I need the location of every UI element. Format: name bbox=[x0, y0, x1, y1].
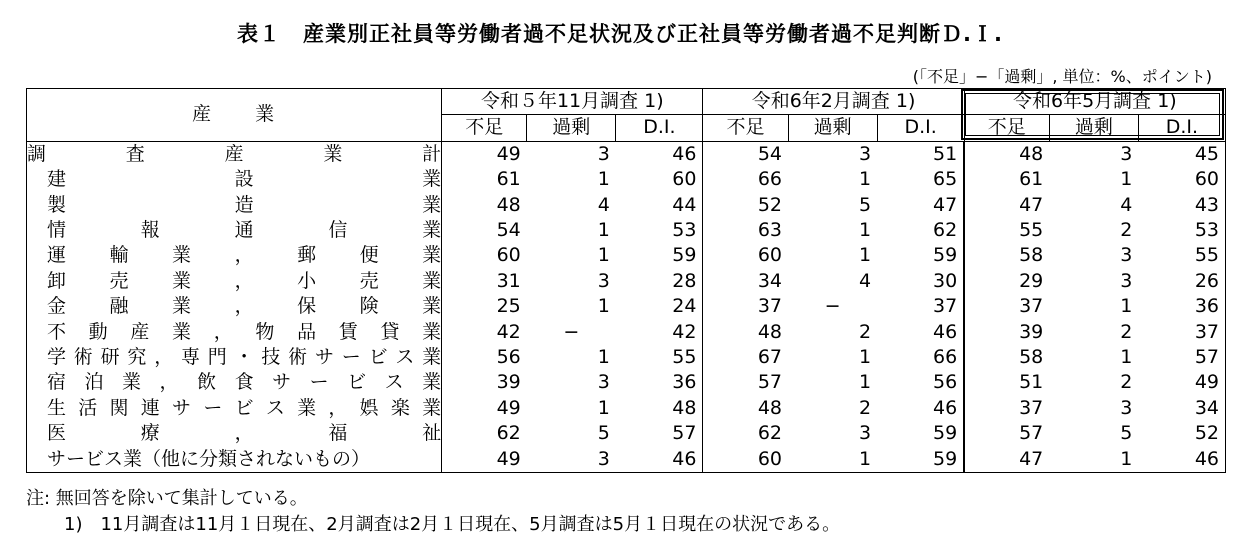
table-cell: 61 bbox=[964, 167, 1049, 192]
table-row bbox=[27, 421, 1226, 446]
table-cell: 5 bbox=[859, 193, 872, 216]
industry-label: 建設業 bbox=[27, 167, 442, 192]
table-cell: 1 bbox=[597, 168, 610, 191]
industry-label: 調査産業計 bbox=[27, 141, 442, 167]
table-cell: 62 bbox=[703, 421, 788, 446]
table-cell: 34 bbox=[703, 269, 788, 294]
table-cell: 46 bbox=[672, 142, 697, 165]
table-cell: 1 bbox=[859, 244, 872, 267]
table-cell: 1 bbox=[597, 346, 610, 369]
table-cell: 3 bbox=[1120, 269, 1133, 292]
table-cell: 46 bbox=[933, 320, 958, 343]
table-cell: 30 bbox=[933, 269, 958, 292]
table-cell: 59 bbox=[933, 422, 958, 445]
table-cell: 45 bbox=[1138, 141, 1225, 167]
table-cell: 61 bbox=[442, 167, 527, 192]
table-cell: 49 bbox=[1138, 370, 1225, 395]
table-cell: 48 bbox=[442, 193, 527, 218]
table-cell: 36 bbox=[1138, 294, 1225, 319]
col-di: D.I. bbox=[877, 115, 964, 141]
table-cell: 51 bbox=[964, 370, 1049, 395]
period-header-3: 令和6年5月調査 1) bbox=[964, 89, 1225, 115]
survey-table bbox=[26, 88, 1226, 473]
table-cell: 37 bbox=[1138, 320, 1225, 345]
col-shortage: 不足 bbox=[703, 115, 788, 141]
col-surplus: 過剰 bbox=[1049, 115, 1138, 141]
table-title: 表１ 産業別正社員等労働者過不足状況及び正社員等労働者過不足判断Ｄ.Ｉ. bbox=[237, 22, 1003, 46]
table-cell: 26 bbox=[1138, 269, 1225, 294]
table-cell: 2 bbox=[859, 320, 872, 343]
table-cell: 54 bbox=[442, 218, 527, 243]
table-cell: 57 bbox=[1138, 345, 1225, 370]
table-cell: 2 bbox=[1120, 219, 1133, 242]
table-cell: 59 bbox=[933, 244, 958, 267]
table-cell: 4 bbox=[597, 193, 610, 216]
table-cell: 46 bbox=[616, 447, 703, 473]
table-cell: 60 bbox=[442, 243, 527, 268]
table-cell: 44 bbox=[672, 193, 697, 216]
table-cell: 43 bbox=[1138, 193, 1225, 218]
industry-label: サービス業（他に分類されないもの） bbox=[27, 447, 442, 473]
table-cell: 57 bbox=[672, 422, 697, 445]
table-cell: 3 bbox=[1120, 142, 1133, 165]
table-cell: 65 bbox=[933, 168, 958, 191]
table-cell: 49 bbox=[442, 141, 527, 167]
col-surplus: 過剰 bbox=[788, 115, 877, 141]
col-shortage: 不足 bbox=[442, 115, 527, 141]
table-cell: 66 bbox=[933, 346, 958, 369]
table-cell: 3 bbox=[1120, 396, 1133, 419]
table-cell: 3 bbox=[597, 371, 610, 394]
table-cell: 3 bbox=[527, 447, 616, 473]
table-cell: 52 bbox=[1138, 421, 1225, 446]
table-cell: 2 bbox=[1120, 320, 1133, 343]
table-row bbox=[27, 167, 1226, 192]
table-cell: 56 bbox=[442, 345, 527, 370]
table-row bbox=[27, 269, 1226, 294]
table-cell: 49 bbox=[442, 447, 527, 473]
table-cell: 3 bbox=[859, 142, 872, 165]
table-row bbox=[27, 345, 1226, 370]
industry-label: 学術研究，専門・技術サービス業 bbox=[27, 345, 442, 370]
industry-header: 産 業 bbox=[27, 89, 442, 142]
table-cell: 37 bbox=[933, 295, 958, 318]
table-row bbox=[27, 141, 1226, 167]
table-cell: − bbox=[824, 295, 841, 318]
table-cell: 1 bbox=[1120, 346, 1133, 369]
table-cell: 55 bbox=[672, 346, 697, 369]
table-cell: 3 bbox=[1120, 244, 1133, 267]
table-cell: 47 bbox=[964, 193, 1049, 218]
industry-label: 卸売業，小売業 bbox=[27, 269, 442, 294]
table-cell: 1 bbox=[859, 168, 872, 191]
industry-label: 宿泊業，飲食サービス業 bbox=[27, 370, 442, 395]
table-cell: 28 bbox=[672, 269, 697, 292]
table-cell: 3 bbox=[597, 269, 610, 292]
table-cell: 58 bbox=[964, 243, 1049, 268]
table-cell: 60 bbox=[703, 447, 788, 473]
table-cell: 48 bbox=[964, 141, 1049, 167]
table-cell: 29 bbox=[964, 269, 1049, 294]
industry-label: 運輸業，郵便業 bbox=[27, 243, 442, 268]
table-cell: 52 bbox=[703, 193, 788, 218]
table-cell: 39 bbox=[442, 370, 527, 395]
table-cell: 49 bbox=[442, 396, 527, 421]
note-2: 1) 11月調査は11月１日現在、2月調査は2月１日現在、5月調査は5月１日現在の状況である。 bbox=[64, 514, 841, 535]
table-cell: 58 bbox=[964, 345, 1049, 370]
table-cell: 57 bbox=[703, 370, 788, 395]
table-cell: 63 bbox=[703, 218, 788, 243]
table-cell: 2 bbox=[859, 396, 872, 419]
table-cell: 42 bbox=[672, 320, 697, 343]
table-cell: 62 bbox=[442, 421, 527, 446]
note-1: 注: 無回答を除いて集計している。 bbox=[26, 488, 308, 509]
table-cell: 31 bbox=[442, 269, 527, 294]
table-row bbox=[27, 218, 1226, 243]
table-row bbox=[27, 243, 1226, 268]
col-di: D.I. bbox=[616, 115, 703, 141]
period-header-1: 令和５年11月調査 1) bbox=[442, 89, 703, 115]
table-cell: 36 bbox=[672, 371, 697, 394]
table-cell: 1 bbox=[859, 219, 872, 242]
table-row bbox=[27, 193, 1226, 218]
table-cell: 5 bbox=[597, 422, 610, 445]
table-row bbox=[27, 294, 1226, 319]
table-cell: 48 bbox=[703, 396, 788, 421]
table-cell: 59 bbox=[672, 244, 697, 267]
table-cell: 47 bbox=[933, 193, 958, 216]
table-cell: 1 bbox=[1120, 168, 1133, 191]
table-row bbox=[27, 320, 1226, 345]
table-cell: 62 bbox=[933, 219, 958, 242]
table-cell: 47 bbox=[964, 447, 1049, 473]
table-cell: 37 bbox=[964, 294, 1049, 319]
industry-label: 製造業 bbox=[27, 193, 442, 218]
table-row bbox=[27, 396, 1226, 421]
table-cell: 5 bbox=[1120, 422, 1133, 445]
table-cell: 53 bbox=[672, 219, 697, 242]
table-cell: 55 bbox=[1138, 243, 1225, 268]
table-cell: 1 bbox=[597, 244, 610, 267]
table-cell: 46 bbox=[933, 396, 958, 419]
table-cell: 55 bbox=[964, 218, 1049, 243]
table-cell: 46 bbox=[1138, 447, 1225, 473]
industry-label: 生活関連サービス業，娯楽業 bbox=[27, 396, 442, 421]
industry-label: 医療，福祉 bbox=[27, 421, 442, 446]
table-cell: 37 bbox=[964, 396, 1049, 421]
table-cell: 1 bbox=[859, 346, 872, 369]
col-surplus: 過剰 bbox=[527, 115, 616, 141]
industry-label: 不動産業，物品賃貸業 bbox=[27, 320, 442, 345]
table-cell: 59 bbox=[877, 447, 964, 473]
table-cell: − bbox=[563, 320, 580, 343]
period-header-2: 令和6年2月調査 1) bbox=[703, 89, 964, 115]
table-row bbox=[27, 370, 1226, 395]
table-cell: 2 bbox=[1120, 371, 1133, 394]
table-cell: 25 bbox=[442, 294, 527, 319]
table-cell: 1 bbox=[1120, 295, 1133, 318]
table-cell: 1 bbox=[597, 295, 610, 318]
table-cell: 42 bbox=[442, 320, 527, 345]
table-cell: 48 bbox=[672, 396, 697, 419]
unit-note: (「不足」−「過剰」, 単位：%、ポイント) bbox=[912, 67, 1212, 86]
col-di: D.I. bbox=[1138, 115, 1225, 141]
table-cell: 3 bbox=[597, 142, 610, 165]
table-cell: 1 bbox=[788, 447, 877, 473]
table-cell: 60 bbox=[672, 168, 697, 191]
table-cell: 67 bbox=[703, 345, 788, 370]
table-cell: 66 bbox=[703, 167, 788, 192]
table-cell: 1 bbox=[597, 219, 610, 242]
industry-label: 金融業，保険業 bbox=[27, 294, 442, 319]
table-cell: 1 bbox=[597, 396, 610, 419]
table-cell: 48 bbox=[703, 320, 788, 345]
industry-label: 情報通信業 bbox=[27, 218, 442, 243]
table-cell: 51 bbox=[933, 142, 958, 165]
table-cell: 4 bbox=[859, 269, 872, 292]
table-cell: 34 bbox=[1138, 396, 1225, 421]
table-cell: 37 bbox=[703, 294, 788, 319]
table-cell: 24 bbox=[672, 295, 697, 318]
table-cell: 1 bbox=[1049, 447, 1138, 473]
col-shortage: 不足 bbox=[964, 115, 1049, 141]
table-cell: 57 bbox=[964, 421, 1049, 446]
table-cell: 54 bbox=[703, 141, 788, 167]
table-cell: 39 bbox=[964, 320, 1049, 345]
table-cell: 3 bbox=[859, 422, 872, 445]
table-cell: 56 bbox=[933, 371, 958, 394]
table-cell: 53 bbox=[1138, 218, 1225, 243]
table-row bbox=[27, 447, 1226, 473]
table-cell: 60 bbox=[1138, 167, 1225, 192]
table-cell: 1 bbox=[859, 371, 872, 394]
table-cell: 60 bbox=[703, 243, 788, 268]
table-cell: 4 bbox=[1120, 193, 1133, 216]
